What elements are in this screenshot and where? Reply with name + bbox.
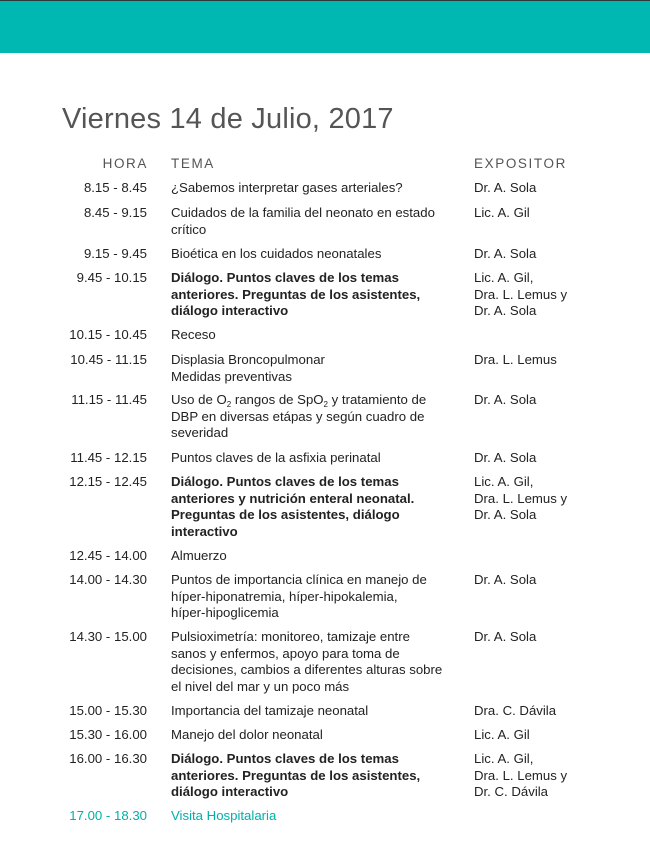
row-speaker: Dr. A. Sola bbox=[474, 392, 537, 407]
row-time: 14.00 - 14.30 bbox=[69, 572, 147, 587]
row-time: 8.15 - 8.45 bbox=[83, 180, 147, 195]
header-bar bbox=[0, 0, 650, 53]
row-time: 10.45 - 11.15 bbox=[70, 352, 147, 367]
column-header-expositor: EXPOSITOR bbox=[474, 156, 567, 171]
row-topic: Diálogo. Puntos claves de los temas anteriores. Preguntas de los asistentes, diálogo interactivo bbox=[171, 751, 421, 800]
row-time: 10.15 - 10.45 bbox=[69, 327, 147, 342]
row-time: 9.15 - 9.45 bbox=[83, 246, 147, 261]
row-topic: Uso de $O_2$ rangos de SpO$_2$ y tratamiento de DBP en diversas etápas y según cuadro de severidad bbox=[171, 392, 427, 441]
row-speaker: Dra. C. Dávila bbox=[474, 703, 557, 718]
row-speaker: Lic. A. Gil, Dra. L. Lemus y Dr. A. Sola bbox=[474, 270, 568, 319]
row-time: 12.15 - 12.45 bbox=[69, 474, 147, 489]
row-topic: Receso bbox=[171, 327, 216, 342]
row-topic: Pulsioximetría: monitoreo, tamizaje entre sanos y enfermos, apoyo para toma de decisiones, cambios a diferentes alturas sobre el nivel del mar y un poco más bbox=[171, 629, 443, 694]
row-speaker: Dr. A. Sola bbox=[474, 629, 537, 644]
row-time: 11.15 - 11.45 bbox=[71, 392, 147, 407]
row-speaker: Dr. A. Sola bbox=[474, 450, 537, 465]
row-time: 17.00 - 18.30 bbox=[69, 808, 147, 823]
row-speaker: Lic. A. Gil bbox=[474, 727, 530, 742]
row-topic: Displasia Broncopulmonar Medidas preventivas bbox=[171, 352, 325, 384]
row-speaker: Dra. L. Lemus bbox=[474, 352, 557, 367]
row-speaker: Dr. A. Sola bbox=[474, 572, 537, 587]
column-header-hora: HORA bbox=[102, 156, 148, 171]
row-speaker: Lic. A. Gil, Dra. L. Lemus y Dr. C. Dávila bbox=[474, 751, 568, 800]
row-topic: Visita Hospitalaria bbox=[171, 808, 277, 823]
row-topic: Cuidados de la familia del neonato en estado crítico bbox=[171, 205, 435, 237]
row-time: 12.45 - 14.00 bbox=[69, 548, 147, 563]
row-topic: Diálogo. Puntos claves de los temas anteriores y nutrición enteral neonatal. Preguntas de los asistentes, diálogo interactivo bbox=[171, 474, 415, 539]
row-speaker: Lic. A. Gil bbox=[474, 205, 530, 220]
row-topic: Manejo del dolor neonatal bbox=[171, 727, 323, 742]
row-topic: Diálogo. Puntos claves de los temas anteriores. Preguntas de los asistentes, diálogo interactivo bbox=[171, 270, 421, 319]
row-time: 11.45 - 12.15 bbox=[70, 450, 147, 465]
row-topic: ¿Sabemos interpretar gases arteriales? bbox=[171, 180, 403, 195]
row-speaker: Dr. A. Sola bbox=[474, 246, 537, 261]
row-time: 14.30 - 15.00 bbox=[69, 629, 147, 644]
page-title: Viernes 14 de Julio, 2017 bbox=[62, 103, 394, 135]
row-topic: Puntos claves de la asfixia perinatal bbox=[171, 450, 381, 465]
row-speaker: Lic. A. Gil, Dra. L. Lemus y Dr. A. Sola bbox=[474, 474, 568, 523]
row-topic: Bioética en los cuidados neonatales bbox=[171, 246, 382, 261]
row-topic: Importancia del tamizaje neonatal bbox=[171, 703, 369, 718]
row-time: 15.00 - 15.30 bbox=[69, 703, 147, 718]
column-header-tema: TEMA bbox=[171, 156, 215, 171]
row-topic: Almuerzo bbox=[171, 548, 227, 563]
row-topic: Puntos de importancia clínica en manejo de híper-hiponatremia, híper-hipokalemia, híper-hipoglicemia bbox=[171, 572, 427, 621]
row-speaker: Dr. A. Sola bbox=[474, 180, 537, 195]
row-time: 15.30 - 16.00 bbox=[69, 727, 147, 742]
row-time: 16.00 - 16.30 bbox=[69, 751, 147, 766]
row-time: 8.45 - 9.15 bbox=[83, 205, 147, 220]
row-time: 9.45 - 10.15 bbox=[76, 270, 147, 285]
